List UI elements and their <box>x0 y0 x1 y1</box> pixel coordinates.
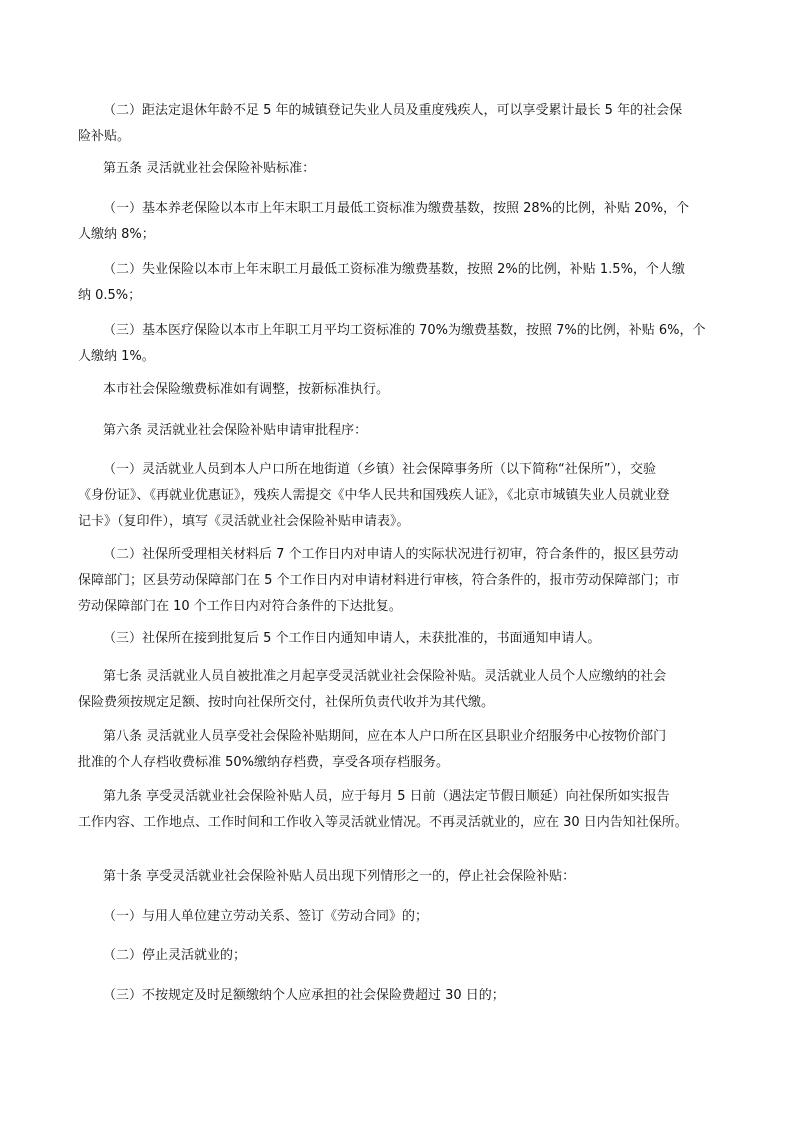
paragraph-line: 工作内容、工作地点、工作时间和工作收入等灵活就业情况。不再灵活就业的，应在 30 日内告知社保所。 <box>78 815 688 830</box>
article-heading-6 <box>103 418 703 444</box>
paragraph-line: 人缴纳 1%。 <box>78 349 155 364</box>
paragraph-line: 第七条 灵活就业人员自被批准之月起享受灵活就业社会保险补贴。灵活就业人员个人应缴纳的社会 <box>103 669 667 684</box>
paragraph-p5 <box>78 318 706 370</box>
paragraph-line: 保障部门；区县劳动保障部门在 5 个工作日内对申请材料进行审核，符合条件的，报市劳动保障部门；市 <box>78 573 680 588</box>
paragraph-line: （一）基本养老保险以本市上年末职工月最低工资标准为缴费基数，按照 28%的比例，补贴 20%，个 <box>103 201 690 216</box>
paragraph-p3 <box>78 196 703 248</box>
article-heading-8 <box>78 724 703 776</box>
paragraph-p16 <box>103 943 703 969</box>
paragraph-line: （三）社保所在接到批复后 5 个工作日内通知申请人，未获批准的，书面通知申请人。 <box>103 631 601 646</box>
paragraph-line: （三）基本医疗保险以本市上年职工月平均工资标准的 70%为缴费基数，按照 7%的比例，补贴 6%，个 <box>103 323 706 338</box>
paragraph-line: （一）灵活就业人员到本人户口所在地街道（乡镇）社会保障事务所（以下简称“社保所”），交验 <box>103 462 656 477</box>
paragraph-p6 <box>103 377 703 403</box>
paragraph-line: （二）停止灵活就业的； <box>103 948 247 963</box>
paragraph-line: 第十条 享受灵活就业社会保险补贴人员出现下列情形之一的，停止社会保险补贴： <box>103 869 576 884</box>
paragraph-line: 纳 0.5%； <box>78 288 142 303</box>
paragraph-line: 第五条 灵活就业社会保险补贴标准： <box>103 161 316 176</box>
paragraph-p17 <box>103 983 703 1009</box>
paragraph-p10 <box>103 626 703 652</box>
paragraph-line: 劳动保障部门在 10 个工作日内对符合条件的下达批复。 <box>78 599 402 614</box>
paragraph-p15 <box>103 904 703 930</box>
paragraph-line: 第九条 享受灵活就业社会保险补贴人员，应于每月 5 日前（遇法定节假日顺延）向社保所如实报告 <box>103 789 670 804</box>
paragraph-line: （三）不按规定及时足额缴纳个人应承担的社会保险费超过 30 日的； <box>103 988 505 1003</box>
article-heading-9 <box>78 784 703 836</box>
paragraph-line: 第八条 灵活就业人员享受社会保险补贴期间，应在本人户口所在区县职业介绍服务中心按物价部门 <box>103 729 667 744</box>
paragraph-line: 险补贴。 <box>78 129 131 144</box>
article-heading-10 <box>103 864 703 890</box>
article-heading-7 <box>78 664 703 716</box>
paragraph-line: （二）失业保险以本市上年末职工月最低工资标准为缴费基数，按照 2%的比例，补贴 1.5%，个人缴 <box>103 262 685 277</box>
paragraph-line: （一）与用人单位建立劳动关系、签订《劳动合同》的； <box>103 909 429 924</box>
paragraph-p9 <box>78 542 703 620</box>
paragraph-line: （二）社保所受理相关材料后 7 个工作日内对申请人的实际状况进行初审，符合条件的，报区县劳动 <box>103 547 679 562</box>
paragraph-p4 <box>78 257 703 309</box>
paragraph-p1 <box>78 98 703 150</box>
article-heading-5 <box>103 156 703 182</box>
paragraph-line: 人缴纳 8%； <box>78 227 155 242</box>
paragraph-line: （二）距法定退休年龄不足 5 年的城镇登记失业人员及重度残疾人，可以享受累计最长 5 年的社会保 <box>103 103 683 118</box>
paragraph-line: 记卡》（复印件），填写《灵活就业社会保险补贴申请表》。 <box>78 514 410 529</box>
paragraph-line: 《身份证》、《再就业优惠证》，残疾人需提交《中华人民共和国残疾人证》，《北京市城镇失业人员就业登 <box>78 488 670 503</box>
paragraph-line: 保险费须按规定足额、按时向社保所交付，社保所负责代收并为其代缴。 <box>78 695 495 710</box>
paragraph-p8 <box>78 457 703 535</box>
paragraph-line: 本市社会保险缴费标准如有调整，按新标准执行。 <box>103 382 390 397</box>
paragraph-line: 第六条 灵活就业社会保险补贴申请审批程序： <box>103 423 368 438</box>
paragraph-line: 批准的个人存档收费标准 50%缴纳存档费，享受各项存档服务。 <box>78 755 450 770</box>
